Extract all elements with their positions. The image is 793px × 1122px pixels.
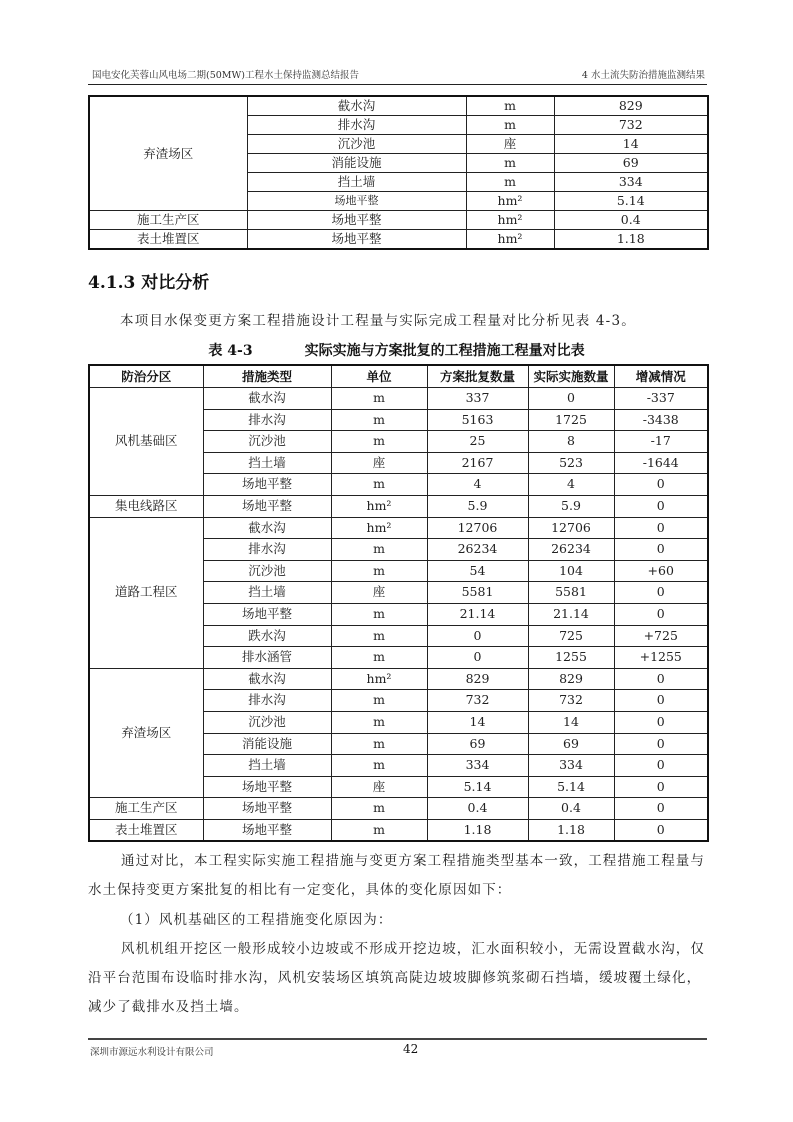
unit-cell: m xyxy=(466,96,554,116)
actual-cell: 1725 xyxy=(528,409,614,431)
unit-cell: m xyxy=(331,733,427,755)
change-cell: 0 xyxy=(614,582,708,604)
change-cell: 0 xyxy=(614,733,708,755)
planned-cell: 829 xyxy=(427,668,528,690)
unit-cell: m xyxy=(331,647,427,669)
change-cell: 0 xyxy=(614,539,708,561)
change-cell: 0 xyxy=(614,690,708,712)
measure-cell: 挡土墙 xyxy=(247,173,466,192)
unit-cell: 座 xyxy=(331,452,427,474)
page-footer xyxy=(88,1038,707,1060)
unit-cell: m xyxy=(331,755,427,777)
unit-cell: m xyxy=(331,431,427,453)
actual-cell: 523 xyxy=(528,452,614,474)
change-cell: +60 xyxy=(614,560,708,582)
actual-cell: 14 xyxy=(528,711,614,733)
unit-cell: m xyxy=(466,173,554,192)
paragraph-reason: 风机机组开挖区一般形成较小边坡或不形成开挖边坡，汇水面积较小，无需设置截水沟，仅沿平台范围布设临时排水沟，风机安装场区填筑高陡边坡坡脚修筑浆砌石挡墙，缓坡覆土绿化，减少了截排水及挡土墙。 xyxy=(88,941,705,1015)
measure-cell: 消能设施 xyxy=(247,154,466,173)
measure-cell: 截水沟 xyxy=(203,388,331,410)
unit-cell: 座 xyxy=(466,135,554,154)
zone-cell: 弃渣场区 xyxy=(89,96,247,211)
continued-table xyxy=(88,95,709,250)
unit-cell: m xyxy=(331,711,427,733)
planned-cell: 12706 xyxy=(427,517,528,539)
measure-cell: 沉沙池 xyxy=(203,560,331,582)
measure-cell: 排水涵管 xyxy=(203,647,331,669)
measure-cell: 场地平整 xyxy=(203,495,331,517)
measure-cell: 挡土墙 xyxy=(203,582,331,604)
unit-cell: hm² xyxy=(466,192,554,211)
header-unit: 单位 xyxy=(331,365,427,388)
header-actual: 实际实施数量 xyxy=(528,365,614,388)
unit-cell: 座 xyxy=(331,582,427,604)
planned-cell: 0 xyxy=(427,647,528,669)
planned-cell: 54 xyxy=(427,560,528,582)
measure-cell: 挡土墙 xyxy=(203,755,331,777)
actual-cell: 8 xyxy=(528,431,614,453)
value-cell: 732 xyxy=(554,116,708,135)
paragraph-comparison: 通过对比，本工程实际实施工程措施与变更方案工程措施类型基本一致，工程措施工程量与水土保持变更方案批复的相比有一定变化，具体的变化原因如下： xyxy=(88,853,705,898)
change-cell: 0 xyxy=(614,517,708,539)
measure-cell: 场地平整 xyxy=(203,798,331,820)
planned-cell: 14 xyxy=(427,711,528,733)
planned-cell: 26234 xyxy=(427,539,528,561)
unit-cell: m xyxy=(331,539,427,561)
header-zone: 防治分区 xyxy=(89,365,203,388)
zone-cell: 风机基础区 xyxy=(89,388,203,496)
measure-cell: 沉沙池 xyxy=(203,711,331,733)
planned-cell: 0.4 xyxy=(427,798,528,820)
measure-cell: 场地平整 xyxy=(203,603,331,625)
table-row xyxy=(89,668,708,690)
actual-cell: 1.18 xyxy=(528,819,614,841)
actual-cell: 5.9 xyxy=(528,495,614,517)
actual-cell: 4 xyxy=(528,474,614,496)
unit-cell: 座 xyxy=(331,776,427,798)
planned-cell: 21.14 xyxy=(427,603,528,625)
table-row xyxy=(89,495,708,517)
comparison-table xyxy=(88,364,709,842)
table-header-row xyxy=(89,365,708,388)
table-row xyxy=(89,96,708,116)
actual-cell: 5.14 xyxy=(528,776,614,798)
change-cell: 0 xyxy=(614,603,708,625)
unit-cell: m xyxy=(466,116,554,135)
section-heading: 4.1.3 对比分析 xyxy=(88,273,210,293)
measure-cell: 场地平整 xyxy=(203,776,331,798)
unit-cell: m xyxy=(331,625,427,647)
planned-cell: 337 xyxy=(427,388,528,410)
page-number: 42 xyxy=(403,1042,419,1056)
planned-cell: 732 xyxy=(427,690,528,712)
zone-cell: 表土堆置区 xyxy=(89,819,203,841)
measure-cell: 挡土墙 xyxy=(203,452,331,474)
actual-cell: 0 xyxy=(528,388,614,410)
planned-cell: 5.14 xyxy=(427,776,528,798)
actual-cell: 829 xyxy=(528,668,614,690)
value-cell: 5.14 xyxy=(554,192,708,211)
zone-cell: 表土堆置区 xyxy=(89,230,247,250)
unit-cell: m xyxy=(331,603,427,625)
value-cell: 829 xyxy=(554,96,708,116)
table-row xyxy=(89,230,708,250)
measure-cell: 场地平整 xyxy=(247,230,466,250)
measure-cell: 场地平整 xyxy=(247,211,466,230)
table-row xyxy=(89,388,708,410)
measure-cell: 场地平整 xyxy=(203,474,331,496)
header-planned: 方案批复数量 xyxy=(427,365,528,388)
actual-cell: 69 xyxy=(528,733,614,755)
unit-cell: hm² xyxy=(466,230,554,250)
change-cell: -1644 xyxy=(614,452,708,474)
unit-cell: hm² xyxy=(331,517,427,539)
unit-cell: hm² xyxy=(331,668,427,690)
value-cell: 69 xyxy=(554,154,708,173)
planned-cell: 5163 xyxy=(427,409,528,431)
measure-cell: 排水沟 xyxy=(247,116,466,135)
company-name: 深圳市源远水利设计有限公司 xyxy=(90,1047,214,1058)
unit-cell: m xyxy=(466,154,554,173)
planned-cell: 4 xyxy=(427,474,528,496)
paragraph-subheading: （1）风机基础区的工程措施变化原因为： xyxy=(120,912,393,928)
measure-cell: 截水沟 xyxy=(203,517,331,539)
actual-cell: 334 xyxy=(528,755,614,777)
table-row xyxy=(89,819,708,841)
measure-cell: 截水沟 xyxy=(247,96,466,116)
actual-cell: 26234 xyxy=(528,539,614,561)
zone-cell: 弃渣场区 xyxy=(89,668,203,798)
value-cell: 1.18 xyxy=(554,230,708,250)
zone-cell: 施工生产区 xyxy=(89,211,247,230)
value-cell: 0.4 xyxy=(554,211,708,230)
unit-cell: m xyxy=(331,560,427,582)
zone-cell: 道路工程区 xyxy=(89,517,203,668)
change-cell: 0 xyxy=(614,776,708,798)
measure-cell: 截水沟 xyxy=(203,668,331,690)
change-cell: +1255 xyxy=(614,647,708,669)
measure-cell: 排水沟 xyxy=(203,409,331,431)
unit-cell: m xyxy=(331,474,427,496)
unit-cell: m xyxy=(331,798,427,820)
table-number: 表 4-3 xyxy=(208,343,253,359)
header-change: 增减情况 xyxy=(614,365,708,388)
planned-cell: 1.18 xyxy=(427,819,528,841)
change-cell: 0 xyxy=(614,819,708,841)
chapter-title: 4 水土流失防治措施监测结果 xyxy=(581,70,705,81)
measure-cell: 跌水沟 xyxy=(203,625,331,647)
change-cell: -17 xyxy=(614,431,708,453)
change-cell: -3438 xyxy=(614,409,708,431)
table-title: 实际实施与方案批复的工程措施工程量对比表 xyxy=(304,343,585,359)
planned-cell: 69 xyxy=(427,733,528,755)
planned-cell: 0 xyxy=(427,625,528,647)
measure-cell: 场地平整 xyxy=(203,819,331,841)
measure-cell: 排水沟 xyxy=(203,690,331,712)
change-cell: 0 xyxy=(614,711,708,733)
measure-cell: 沉沙池 xyxy=(203,431,331,453)
page-header xyxy=(88,64,707,85)
actual-cell: 12706 xyxy=(528,517,614,539)
actual-cell: 21.14 xyxy=(528,603,614,625)
actual-cell: 732 xyxy=(528,690,614,712)
actual-cell: 725 xyxy=(528,625,614,647)
measure-cell: 消能设施 xyxy=(203,733,331,755)
section-intro: 本项目水保变更方案工程措施设计工程量与实际完成工程量对比分析见表 4-3。 xyxy=(120,313,636,329)
unit-cell: m xyxy=(331,819,427,841)
measure-cell: 排水沟 xyxy=(203,539,331,561)
value-cell: 14 xyxy=(554,135,708,154)
planned-cell: 25 xyxy=(427,431,528,453)
table-row xyxy=(89,211,708,230)
planned-cell: 5581 xyxy=(427,582,528,604)
change-cell: 0 xyxy=(614,755,708,777)
change-cell: 0 xyxy=(614,474,708,496)
planned-cell: 2167 xyxy=(427,452,528,474)
table-caption xyxy=(0,340,793,360)
unit-cell: hm² xyxy=(331,495,427,517)
unit-cell: m xyxy=(331,388,427,410)
value-cell: 334 xyxy=(554,173,708,192)
zone-cell: 集电线路区 xyxy=(89,495,203,517)
actual-cell: 0.4 xyxy=(528,798,614,820)
measure-cell: 场地平整 xyxy=(247,192,466,211)
change-cell: 0 xyxy=(614,495,708,517)
planned-cell: 334 xyxy=(427,755,528,777)
measure-cell: 沉沙池 xyxy=(247,135,466,154)
unit-cell: m xyxy=(331,409,427,431)
change-cell: 0 xyxy=(614,798,708,820)
actual-cell: 5581 xyxy=(528,582,614,604)
header-measure: 措施类型 xyxy=(203,365,331,388)
actual-cell: 104 xyxy=(528,560,614,582)
zone-cell: 施工生产区 xyxy=(89,798,203,820)
actual-cell: 1255 xyxy=(528,647,614,669)
change-cell: 0 xyxy=(614,668,708,690)
unit-cell: hm² xyxy=(466,211,554,230)
unit-cell: m xyxy=(331,690,427,712)
planned-cell: 5.9 xyxy=(427,495,528,517)
change-cell: -337 xyxy=(614,388,708,410)
table-row xyxy=(89,517,708,539)
table-row xyxy=(89,798,708,820)
change-cell: +725 xyxy=(614,625,708,647)
report-title: 国电安化芙蓉山风电场二期(50MW)工程水土保持监测总结报告 xyxy=(92,70,359,81)
